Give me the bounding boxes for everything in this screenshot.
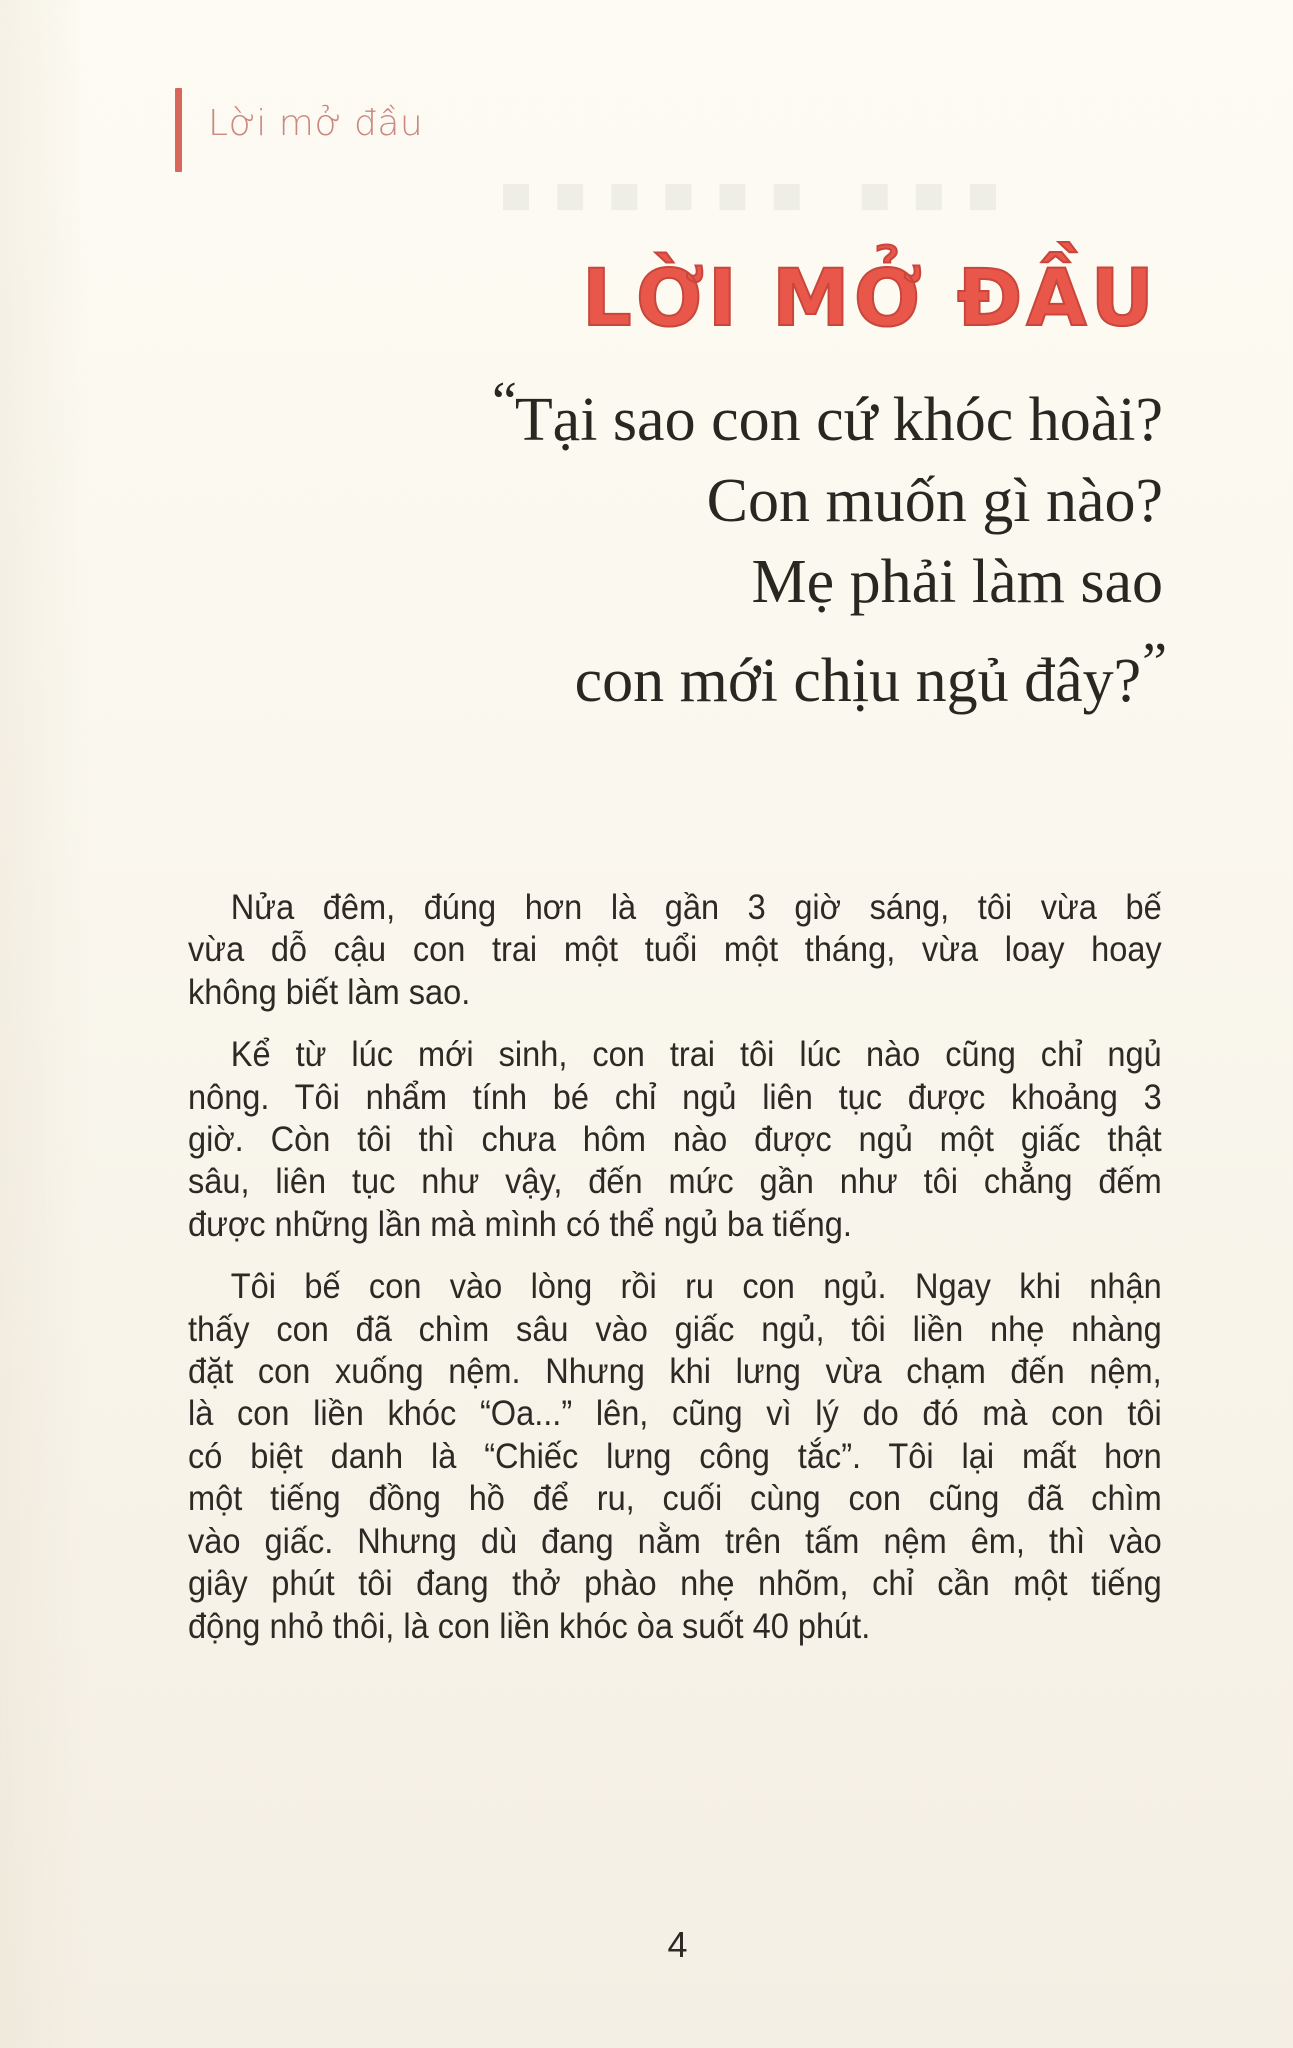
paragraph bbox=[188, 887, 1162, 1014]
paragraph bbox=[188, 1266, 1162, 1648]
close-quote-mark: ” bbox=[1142, 632, 1163, 694]
running-header bbox=[175, 88, 423, 172]
header-accent-bar bbox=[175, 88, 182, 172]
text-line: Kể từ lúc mới sinh, con trai tôi lúc nào cũng chỉ ngủ bbox=[230, 1035, 1162, 1075]
text-line: là con liền khóc “Oa...” lên, cũng vì lý do đó mà con tôi bbox=[188, 1394, 1162, 1434]
open-quote-mark: “ bbox=[491, 371, 513, 433]
text-line: nông. Tôi nhẩm tính bé chỉ ngủ liên tục được khoảng 3 bbox=[188, 1077, 1162, 1117]
chapter-title: LỜI MỞ ĐẦU bbox=[582, 254, 1158, 345]
text-line: thấy con đã chìm sâu vào giấc ngủ, tôi liền nhẹ nhàng bbox=[188, 1309, 1162, 1349]
epigraph-quote bbox=[492, 362, 1163, 722]
bleed-through-decoration: ■■■■■■ ■■■ bbox=[500, 175, 1021, 215]
text-line: được những lần mà mình có thể ngủ ba tiếng. bbox=[188, 1204, 852, 1244]
text-line: giờ. Còn tôi thì chưa hôm nào được ngủ một giấc thật bbox=[188, 1120, 1162, 1160]
text-line: đặt con xuống nệm. Nhưng khi lưng vừa chạm đến nệm, bbox=[188, 1352, 1162, 1392]
epigraph-line: “Tại sao con cứ khóc hoài? bbox=[491, 371, 1163, 454]
text-line: giây phút tôi đang thở phào nhẹ nhõm, chỉ cần một tiếng bbox=[188, 1564, 1162, 1604]
page-number: 4 bbox=[667, 1924, 688, 1965]
text-line: một tiếng đồng hồ để ru, cuối cùng con cũng đã chìm bbox=[188, 1479, 1162, 1519]
text-line: động nhỏ thôi, là con liền khóc òa suốt 40 phút. bbox=[188, 1606, 871, 1646]
text-line: Nửa đêm, đúng hơn là gần 3 giờ sáng, tôi vừa bế bbox=[230, 888, 1162, 927]
text-line: vừa dỗ cậu con trai một tuổi một tháng, vừa loay hoay bbox=[188, 930, 1162, 970]
body-text bbox=[188, 887, 1162, 1668]
paragraph bbox=[188, 1034, 1162, 1246]
epigraph-line: Mẹ phải làm sao bbox=[751, 548, 1163, 616]
text-line: không biết làm sao. bbox=[188, 972, 471, 1012]
text-line: sâu, liên tục như vậy, đến mức gần như tôi chẳng đếm bbox=[188, 1162, 1162, 1202]
text-line: vào giấc. Nhưng dù đang nằm trên tấm nệm êm, thì vào bbox=[188, 1521, 1162, 1561]
epigraph-line: con mới chịu ngủ đây?” bbox=[574, 632, 1163, 715]
text-line: Tôi bế con vào lòng rồi ru con ngủ. Ngay khi nhận bbox=[230, 1267, 1162, 1307]
text-line: có biệt danh là “Chiếc lưng công tắc”. Tôi lại mất hơn bbox=[188, 1436, 1162, 1476]
running-header-label: Lời mở đầu bbox=[208, 102, 424, 144]
epigraph-line: Con muốn gì nào? bbox=[706, 467, 1163, 535]
